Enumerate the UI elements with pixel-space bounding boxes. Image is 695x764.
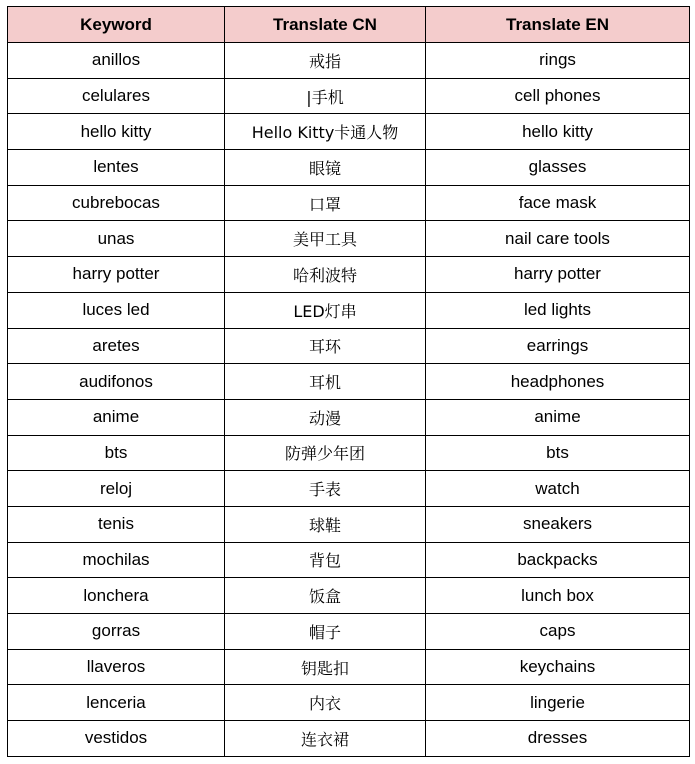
translate-en-cell: anime [426, 399, 690, 435]
translate-en-cell: glasses [426, 150, 690, 186]
translate-cn-cell: 防弹少年团 [225, 435, 426, 471]
keyword-cell: llaveros [8, 649, 225, 685]
keyword-cell: mochilas [8, 542, 225, 578]
table-row [8, 150, 690, 186]
keyword-cell: harry potter [8, 257, 225, 293]
translate-cn-cell: Hello Kitty卡通人物 [225, 114, 426, 150]
table-row [8, 542, 690, 578]
table-row [8, 506, 690, 542]
keyword-cell: hello kitty [8, 114, 225, 150]
table-row [8, 328, 690, 364]
translate-en-cell: harry potter [426, 257, 690, 293]
translate-en-cell: lunch box [426, 578, 690, 614]
table-row [8, 649, 690, 685]
keyword-cell: lenceria [8, 685, 225, 721]
translate-en-cell: cell phones [426, 78, 690, 114]
translate-cn-cell: 耳环 [225, 328, 426, 364]
translate-en-cell: watch [426, 471, 690, 507]
keyword-cell: reloj [8, 471, 225, 507]
table-row [8, 578, 690, 614]
translate-en-cell: led lights [426, 292, 690, 328]
translate-cn-cell: 帽子 [225, 614, 426, 650]
table-row [8, 471, 690, 507]
translate-cn-cell: 耳机 [225, 364, 426, 400]
keyword-cell: audifonos [8, 364, 225, 400]
keyword-cell: vestidos [8, 721, 225, 757]
translate-cn-cell: 球鞋 [225, 506, 426, 542]
keyword-cell: cubrebocas [8, 185, 225, 221]
keyword-translation-table [7, 6, 690, 757]
table-row [8, 114, 690, 150]
keyword-cell: anime [8, 399, 225, 435]
translate-cn-cell: 手表 [225, 471, 426, 507]
table-body [8, 43, 690, 757]
keyword-translation-table-container [7, 6, 689, 757]
translate-en-cell: face mask [426, 185, 690, 221]
translate-en-cell: caps [426, 614, 690, 650]
keyword-cell: bts [8, 435, 225, 471]
keyword-cell: celulares [8, 78, 225, 114]
header-keyword: Keyword [8, 7, 225, 43]
translate-en-cell: hello kitty [426, 114, 690, 150]
translate-cn-cell: 戒指 [225, 43, 426, 79]
translate-cn-cell: 背包 [225, 542, 426, 578]
translate-en-cell: earrings [426, 328, 690, 364]
keyword-cell: unas [8, 221, 225, 257]
translate-cn-cell: |手机 [225, 78, 426, 114]
translate-cn-cell: 动漫 [225, 399, 426, 435]
header-translate-cn: Translate CN [225, 7, 426, 43]
translate-en-cell: nail care tools [426, 221, 690, 257]
table-row [8, 257, 690, 293]
keyword-cell: lentes [8, 150, 225, 186]
translate-cn-cell: 口罩 [225, 185, 426, 221]
keyword-cell: anillos [8, 43, 225, 79]
table-row [8, 221, 690, 257]
table-row [8, 185, 690, 221]
translate-en-cell: backpacks [426, 542, 690, 578]
keyword-cell: aretes [8, 328, 225, 364]
table-header-row [8, 7, 690, 43]
table-row [8, 721, 690, 757]
translate-cn-cell: LED灯串 [225, 292, 426, 328]
translate-cn-cell: 眼镜 [225, 150, 426, 186]
translate-cn-cell: 钥匙扣 [225, 649, 426, 685]
table-row [8, 43, 690, 79]
translate-cn-cell: 哈利波特 [225, 257, 426, 293]
translate-en-cell: dresses [426, 721, 690, 757]
translate-cn-cell: 美甲工具 [225, 221, 426, 257]
table-row [8, 435, 690, 471]
translate-en-cell: headphones [426, 364, 690, 400]
translate-cn-cell: 内衣 [225, 685, 426, 721]
keyword-cell: lonchera [8, 578, 225, 614]
table-row [8, 292, 690, 328]
translate-en-cell: bts [426, 435, 690, 471]
translate-cn-cell: 连衣裙 [225, 721, 426, 757]
table-row [8, 685, 690, 721]
table-row [8, 614, 690, 650]
keyword-cell: luces led [8, 292, 225, 328]
table-row [8, 399, 690, 435]
translate-en-cell: keychains [426, 649, 690, 685]
keyword-cell: tenis [8, 506, 225, 542]
header-translate-en: Translate EN [426, 7, 690, 43]
keyword-cell: gorras [8, 614, 225, 650]
translate-en-cell: lingerie [426, 685, 690, 721]
table-row [8, 364, 690, 400]
translate-en-cell: sneakers [426, 506, 690, 542]
table-row [8, 78, 690, 114]
translate-cn-cell: 饭盒 [225, 578, 426, 614]
translate-en-cell: rings [426, 43, 690, 79]
